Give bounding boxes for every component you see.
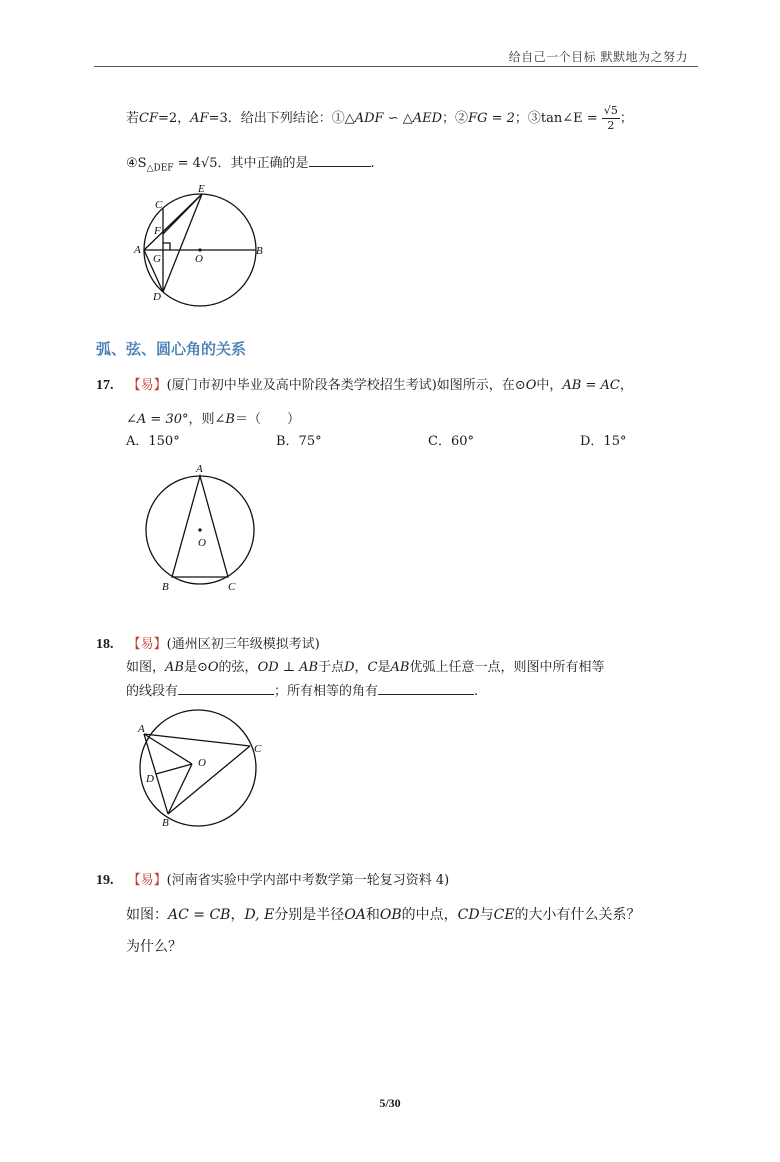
text-segment: 分别是半径 — [274, 907, 345, 923]
math-b: B — [225, 412, 235, 427]
answer-blank[interactable] — [309, 153, 371, 167]
q17-option-a[interactable]: A．150° — [126, 434, 180, 449]
q18-line1 — [126, 656, 604, 675]
text-segment: ＝（ ） — [234, 412, 300, 427]
label-c: C — [254, 743, 262, 755]
math-cf: CF — [139, 111, 158, 126]
text-segment: 若 — [126, 111, 140, 126]
page-header-text: 给自己一个目标 默默地为之努力 — [508, 50, 688, 64]
text-segment: ；③ — [514, 111, 541, 126]
q19-line-heading — [96, 869, 449, 889]
figure-chord-perpendicular — [132, 704, 272, 830]
text-segment: 的弦， — [218, 660, 258, 675]
text-segment: ， — [230, 907, 245, 923]
text-segment: . — [474, 684, 479, 699]
q17-line2 — [126, 408, 300, 427]
prev-problem-line1 — [126, 104, 633, 133]
label-d: D — [153, 291, 161, 303]
q19-line1 — [126, 904, 641, 924]
segment-fe — [163, 194, 202, 234]
text-segment: ，则∠ — [188, 412, 226, 427]
question-source: (通州区初三年级模拟考试) — [166, 637, 320, 652]
text-segment: ， — [354, 660, 368, 675]
math-o: O — [207, 660, 219, 675]
math-area: S — [137, 156, 147, 171]
label-b: B — [256, 245, 263, 257]
center-point — [198, 248, 201, 251]
answer-blank-segments[interactable] — [178, 681, 274, 695]
text-segment: ；所有相等的角有 — [274, 684, 379, 699]
text-segment: ；② — [442, 111, 469, 126]
text-segment: 是 — [377, 660, 391, 675]
text-segment: 中， — [536, 378, 563, 393]
fraction-numerator: √5 — [603, 104, 618, 117]
text-segment: 与 — [479, 907, 494, 923]
text-segment: 于点 — [318, 660, 345, 675]
answer-blank-angles[interactable] — [378, 681, 474, 695]
question-number: 18. — [96, 637, 114, 652]
label-a: A — [134, 244, 141, 256]
label-o: O — [198, 757, 206, 769]
text-segment: =2， — [157, 111, 191, 126]
label-b: B — [162, 817, 169, 829]
math-perpendicular: OD ⊥ AB — [257, 660, 319, 675]
header-divider — [94, 66, 698, 67]
math-oa: OA — [344, 907, 366, 923]
difficulty-tag: 【易】 — [127, 873, 167, 888]
label-g: G — [153, 253, 161, 265]
math-de: D, E — [244, 907, 275, 923]
math-ab: AB — [165, 660, 184, 675]
question-source: (厦门市初中毕业及高中阶段各类学校招生考试)如图所示，在⊙ — [166, 378, 526, 393]
math-similar-triangles: △ADF ∽ △AED — [344, 111, 443, 126]
q17-option-b[interactable]: B．75° — [276, 434, 322, 449]
difficulty-tag: 【易】 — [127, 637, 167, 652]
math-angle: ∠A = 30° — [126, 412, 189, 427]
question-source: (河南省实验中学内部中考数学第一轮复习资料 4) — [166, 873, 450, 888]
text-segment: 是⊙ — [183, 660, 208, 675]
text-segment: 如图： — [126, 907, 168, 923]
math-area-value: = 4√5 — [173, 156, 218, 171]
label-c: C — [155, 199, 163, 211]
label-o: O — [195, 253, 203, 265]
math-condition: AB = AC — [562, 378, 620, 393]
math-tan: tan∠E = — [540, 111, 598, 126]
label-a: A — [138, 723, 145, 735]
text-segment: 优弧上任意一点，则图中所有相等 — [409, 660, 605, 675]
page-number: 5/30 — [379, 1096, 401, 1110]
q19-line2: 为什么？ — [126, 939, 182, 955]
right-angle-mark — [163, 243, 170, 250]
radius-ob — [168, 764, 192, 814]
label-o: O — [198, 537, 206, 549]
label-c: C — [228, 581, 236, 593]
q18-line2 — [126, 680, 478, 699]
text-segment: ．其中正确的是 — [217, 156, 309, 171]
label-b: B — [162, 581, 169, 593]
text-segment: 的线段有 — [126, 684, 179, 699]
center-point — [198, 528, 201, 531]
section-title: 弧、弦、圆心角的关系 — [96, 340, 247, 358]
math-af: AF — [190, 111, 209, 126]
label-a: A — [196, 463, 203, 475]
math-fg: FG = 2 — [468, 111, 515, 126]
question-number: 19. — [96, 873, 114, 888]
triangle-abc — [172, 476, 228, 577]
text-segment: 和 — [365, 907, 380, 923]
math-ob: OB — [379, 907, 402, 923]
segment-od — [156, 764, 192, 774]
label-d: D — [146, 773, 154, 785]
q18-line-heading — [96, 633, 320, 653]
prev-problem-line2 — [126, 152, 375, 174]
text-segment: 的中点， — [401, 907, 458, 923]
figure-circle-cfeagd — [130, 182, 270, 308]
text-segment: ， — [619, 378, 633, 393]
text-segment: 如图， — [126, 660, 166, 675]
question-number: 17. — [96, 378, 114, 393]
q17-option-c[interactable]: C．60° — [428, 434, 474, 449]
math-ce: CE — [493, 907, 515, 923]
label-e: E — [198, 183, 205, 195]
q17-line1 — [96, 374, 633, 394]
fraction-denominator: 2 — [607, 119, 615, 132]
text-segment: 的大小有什么关系？ — [514, 907, 641, 923]
math-cd: CD — [457, 907, 480, 923]
figure-isosceles-triangle-in-circle — [138, 460, 268, 596]
math-c: C — [367, 660, 378, 675]
math-condition: AC = CB — [168, 907, 231, 923]
text-segment: ④ — [126, 156, 138, 171]
q17-option-d[interactable]: D．15° — [580, 434, 627, 449]
label-f: F — [154, 225, 161, 237]
math-o: O — [525, 378, 537, 393]
text-segment: ； — [619, 111, 633, 126]
text-segment: =3．给出下列结论：① — [208, 111, 345, 126]
math-fraction — [602, 104, 620, 133]
math-ab: AB — [390, 660, 410, 675]
math-area-subscript: △DEF — [146, 163, 174, 174]
text-segment: . — [370, 156, 375, 171]
math-d: D — [344, 660, 355, 675]
difficulty-tag: 【易】 — [127, 378, 167, 393]
